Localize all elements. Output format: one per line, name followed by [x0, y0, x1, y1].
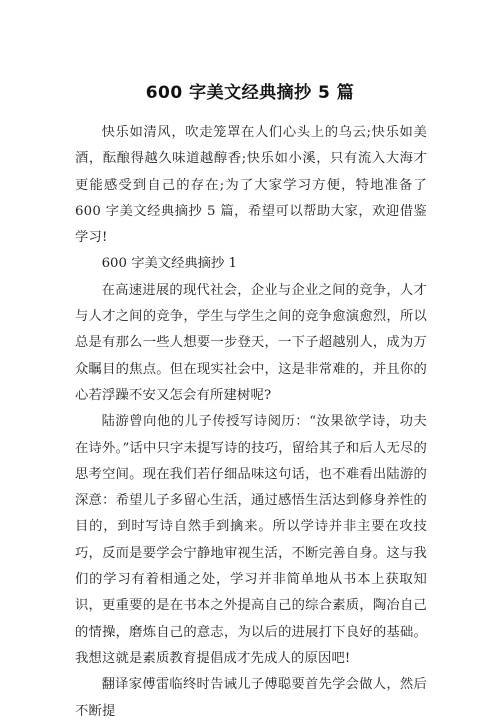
body-paragraph: 翻译家傅雷临终时告诫儿子傅聪要首先学会做人，然后不断提 — [75, 677, 427, 719]
body-paragraph: 陆游曾向他的儿子传授写诗阅历：“汝果欲学诗，功夫在诗外。”话中只字未提写诗的技巧，留给其子和后人无尽的思考空间。现在我们若仔细品味这句话，也不难看出陆游的深意：希望儿子多留心生活，通过感悟生活达到修身养性的目的，到时写诗自然手到擒来。所以学诗并非主要在攻技巧，反而是要学会宁静地审视生活，不断完善自身。这与我们的学习有着相通之处，学习并非简单地从书本上获取知识，更重要的是在书本之外提高自己的综合素质，陶冶自己的情操，磨炼自己的意志，为以后的进展打下良好的基础。我想这就是素质教育提倡成才先成人的原因吧! — [75, 414, 427, 666]
section-heading: 600 字美文经典摘抄 1 — [101, 256, 237, 272]
intro-paragraph: 快乐如清风，吹走笼罩在人们心头上的乌云;快乐如美酒，酝酿得越久味道越醇香;快乐如小溪，只有流入大海才更能感受到自己的存在;为了大家学习方便，特地准备了 600 字美文经典摘抄 5 篇，希望可以帮助大家，欢迎借鉴学习! — [75, 125, 427, 246]
body-paragraph: 在高速进展的现代社会，企业与企业之间的竞争，人才与人才之间的竞争，学生与学生之间的竞争愈演愈烈，所以总是有那么一些人想要一步登天，一下子超越别人，成为万众瞩目的焦点。但在现实社会中，这是非常难的，并且你的心若浮躁不安又怎会有所建树呢? — [75, 282, 427, 403]
document-body — [75, 120, 427, 725]
document-title: 600 字美文经典摘抄 5 篇 — [145, 83, 355, 103]
